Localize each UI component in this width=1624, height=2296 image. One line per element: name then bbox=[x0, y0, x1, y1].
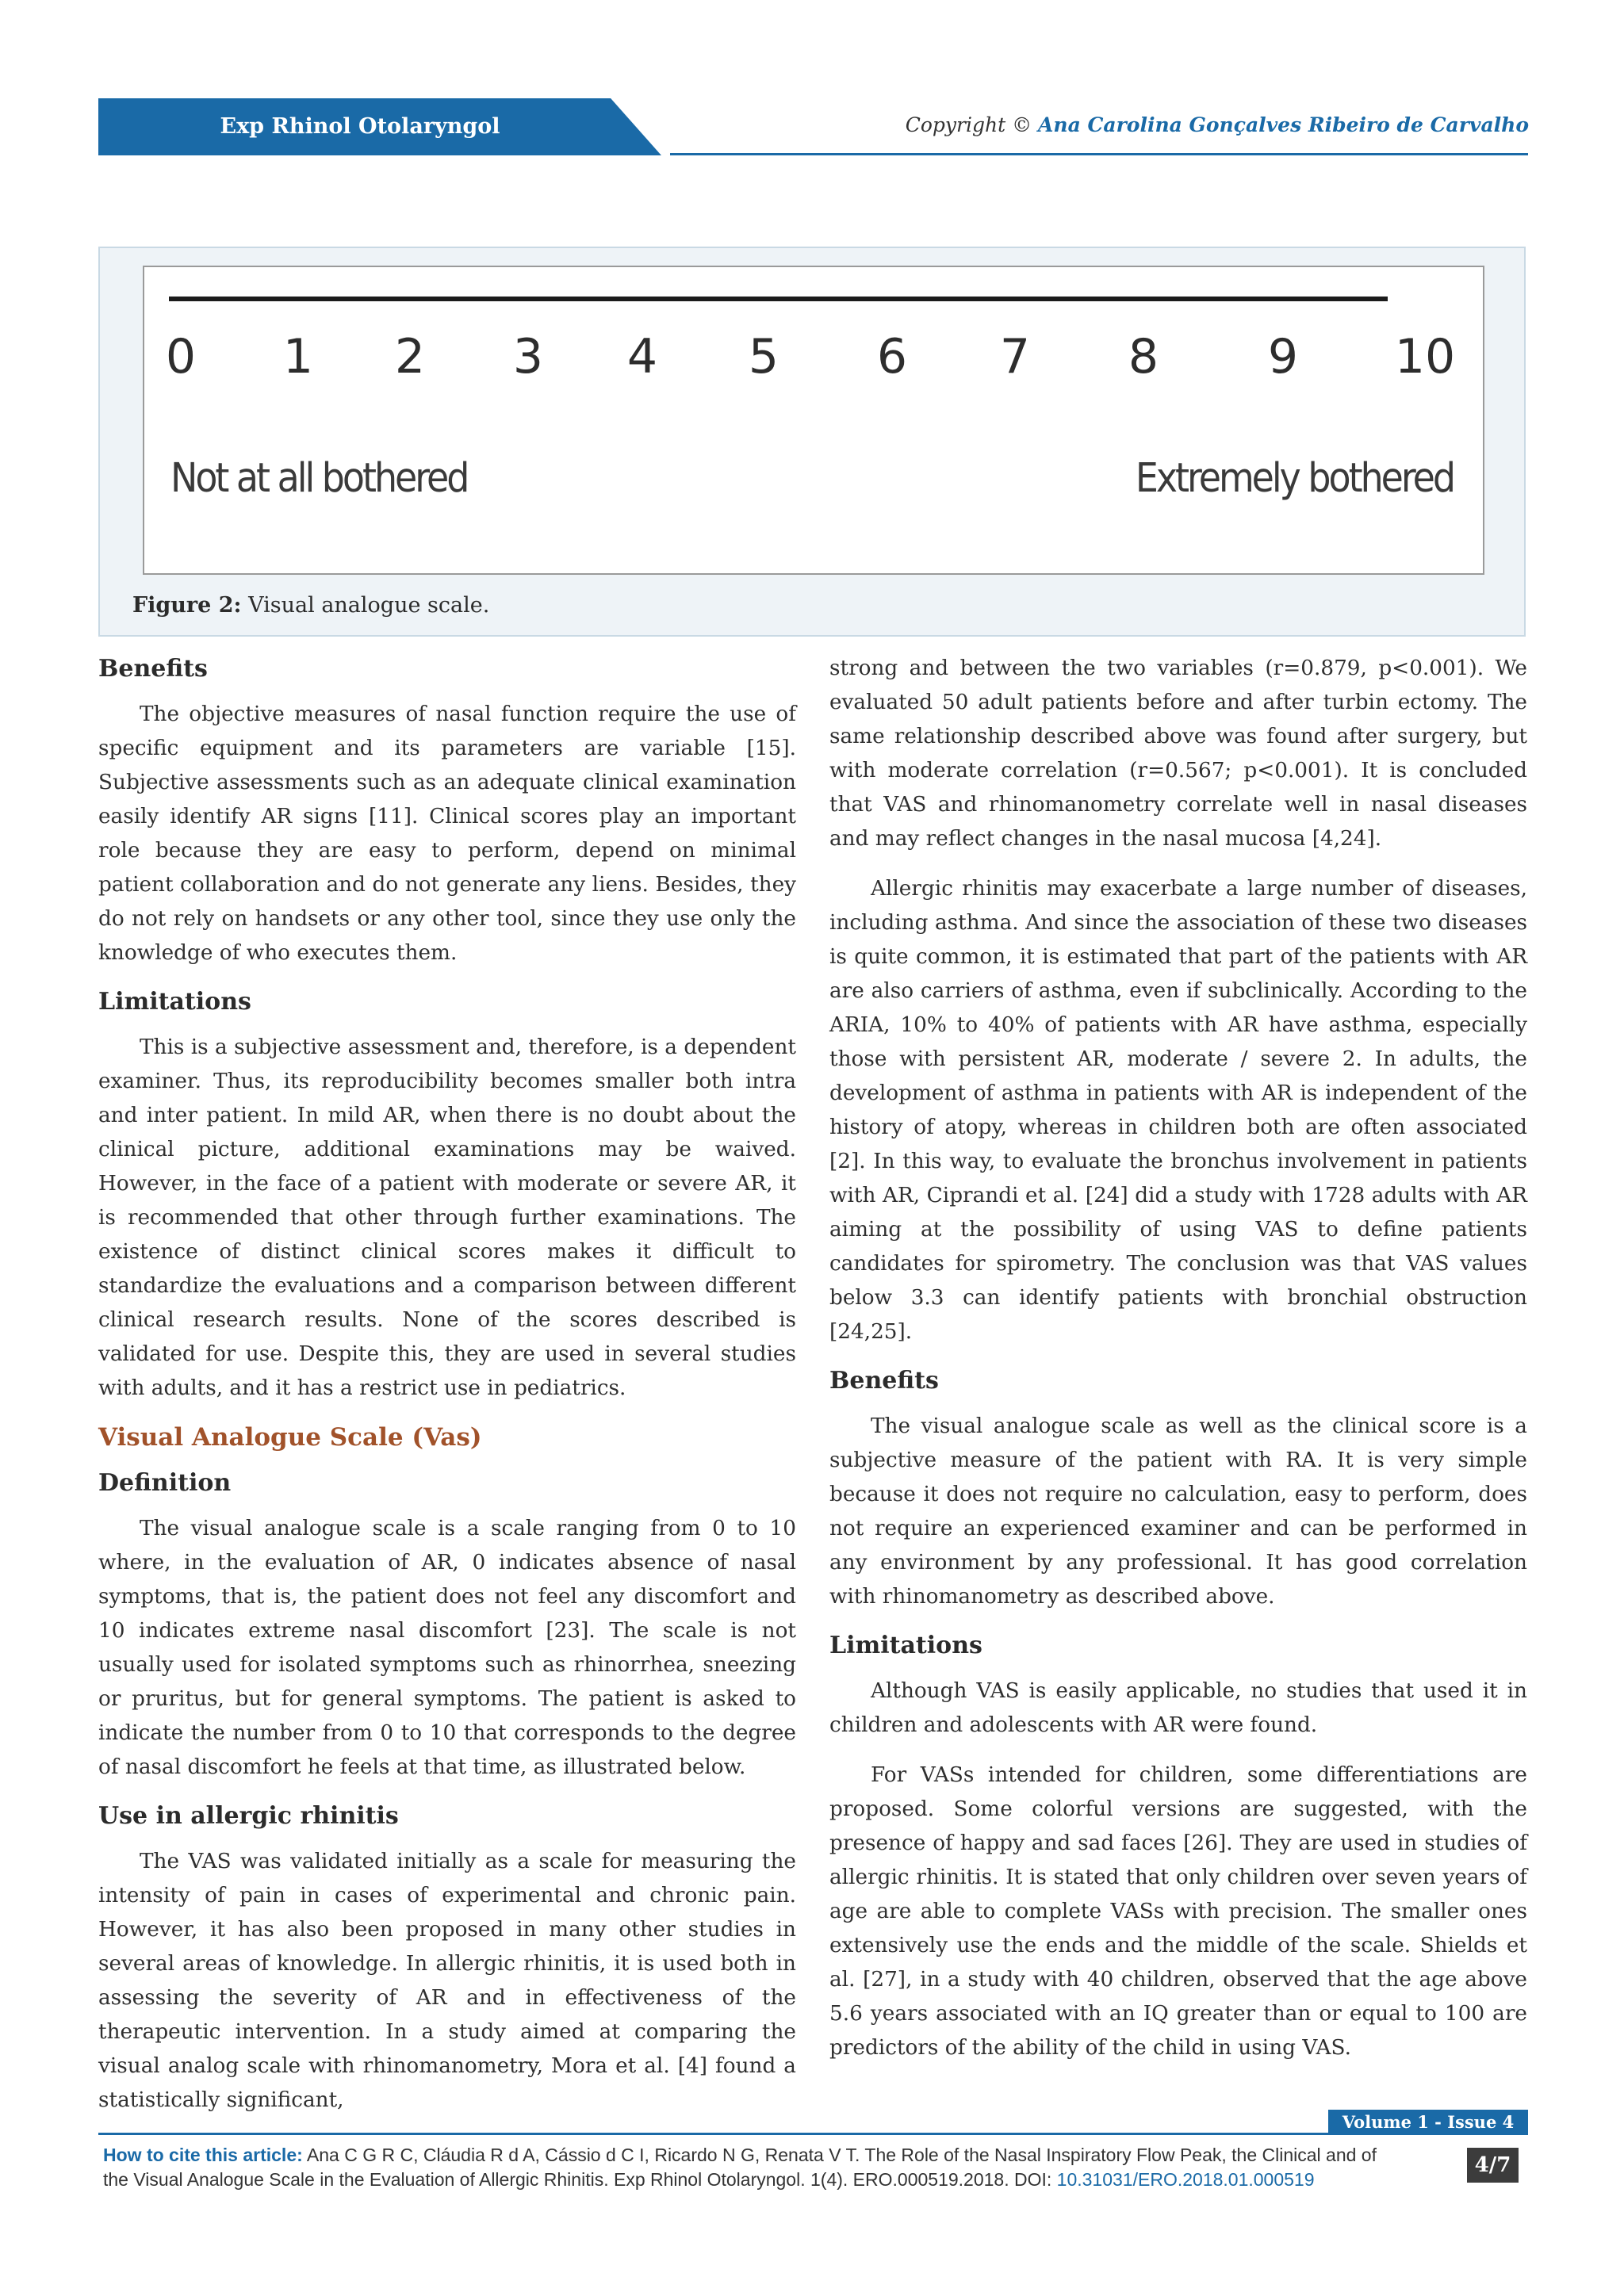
journal-title: Exp Rhinol Otolaryngol bbox=[220, 114, 500, 139]
citation bbox=[103, 2143, 1404, 2192]
use-in-allergic-rhinitis-heading: Use in allergic rhinitis bbox=[98, 1802, 399, 1830]
benefits-heading: Benefits bbox=[98, 655, 208, 683]
vas-scale-image bbox=[143, 266, 1484, 575]
benefits-heading-2: Benefits bbox=[829, 1367, 939, 1395]
vas-scale-number: 8 bbox=[1128, 329, 1159, 385]
citation-label: How to cite this article: bbox=[103, 2145, 303, 2165]
limitations-paragraph-2b: For VASs intended for children, some differentiations are proposed. Some colorful versions are suggested, with the presence of happy and sad faces [26]. They are used in studies of allergic rhinitis. It is stated that only children over seven years of age are able to complete VASs with precision. The smaller ones extensively use the ends and the middle of the scale. Shields et al. [27], in a study with 40 children, observed that the age above 5.6 years associated with an IQ greater than or equal to 100 are predictors of the ability of the child in using VAS. bbox=[829, 1763, 1527, 2060]
right-column bbox=[829, 652, 1527, 2065]
vas-anchor-left: Not at all bothered bbox=[170, 455, 468, 502]
vas-scale-number: 0 bbox=[165, 329, 197, 385]
limitations-heading: Limitations bbox=[98, 988, 251, 1016]
vas-scale-number: 5 bbox=[748, 329, 779, 385]
vas-scale-number: 10 bbox=[1394, 329, 1456, 385]
use-paragraph: The VAS was validated initially as a scale for measuring the intensity of pain in cases of experimental and chronic pain. However, it has also been proposed in many other studies in several areas of knowledge. In allergic rhinitis, it is used both in assessing the severity of AR and in effectiveness of the therapeutic intervention. In a study aimed at comparing the visual analog scale with rhinomanometry, Mora et al. [4] found a statistically significant, bbox=[98, 1850, 796, 2112]
citation-text: Ana C G R C, Cláudia R d A, Cássio d C I, Ricardo N G, Renata V T. The Role of the Nasal Inspiratory Flow Peak, the Clinical and of the Visual Analogue Scale in the Evaluation of Allergic Rhinitis. Exp Rhinol Otolaryngol. 1(4). ERO.000519.2018. DOI: bbox=[103, 2145, 1377, 2190]
limitations-paragraph-2a: Although VAS is easily applicable, no studies that used it in children and adolescents with AR were found. bbox=[829, 1679, 1527, 1737]
asthma-paragraph: Allergic rhinitis may exacerbate a large number of diseases, including asthma. And since the association of these two diseases is quite common, it is estimated that part of the patients with AR are also carriers of asthma, even if subclinically. According to the ARIA, 10% to 40% of patients with AR have asthma, especially those with persistent AR, moderate / severe 2. In adults, the development of asthma in patients with AR is independent of the history of atopy, whereas in children both are often associated [2]. In this way, to evaluate the bronchus involvement in patients with AR, Ciprandi et al. [24] did a study with 1728 adults with AR aiming at the possibility of using VAS to define patients candidates for spirometry. The conclusion was that VAS values below 3.3 can identify patients with bronchial obstruction [24,25]. bbox=[829, 877, 1527, 1344]
vas-scale-number: 4 bbox=[626, 329, 658, 385]
copyright-line bbox=[906, 113, 1529, 136]
doi-link[interactable]: 10.31031/ERO.2018.01.000519 bbox=[1056, 2169, 1315, 2190]
vas-scale-number: 1 bbox=[282, 329, 314, 385]
vas-anchor-right: Extremely bothered bbox=[1135, 455, 1454, 502]
benefits-paragraph-2: The visual analogue scale as well as the clinical score is a subjective measure of the patient with RA. It is very simple because it does not require no calculation, easy to perform, does not require an experienced examiner and can be performed in any environment by any professional. It has good correlation with rhinomanometry as described above. bbox=[829, 1414, 1527, 1609]
vas-scale-number: 9 bbox=[1267, 329, 1299, 385]
limitations-heading-2: Limitations bbox=[829, 1632, 982, 1659]
vas-scale-number: 7 bbox=[999, 329, 1031, 385]
footer-rule bbox=[98, 2133, 1528, 2135]
figure-caption-text: Visual analogue scale. bbox=[248, 593, 490, 618]
vas-scale-line bbox=[169, 297, 1388, 301]
copyright-author: Ana Carolina Gonçalves Ribeiro de Carvalho bbox=[1038, 113, 1529, 136]
vas-scale-number: 3 bbox=[512, 329, 544, 385]
page-number: 4/7 bbox=[1467, 2148, 1519, 2183]
benefits-paragraph: The objective measures of nasal function require the use of specific equipment and its parameters are variable [15]. Subjective assessments such as an adequate clinical examination easily identify AR signs [11]. Clinical scores play an important role because they are easy to perform, depend on minimal patient collaboration and do not generate any liens. Besides, they do not rely on handsets or any other tool, since they use only the knowledge of who executes them. bbox=[98, 702, 796, 965]
left-column bbox=[98, 652, 796, 2118]
vas-scale-number: 6 bbox=[876, 329, 908, 385]
vas-scale-number: 2 bbox=[394, 329, 426, 385]
volume-issue-badge: Volume 1 - Issue 4 bbox=[1328, 2110, 1528, 2134]
definition-heading: Definition bbox=[98, 1469, 232, 1497]
copyright-prefix: Copyright © bbox=[905, 113, 1032, 136]
limitations-paragraph: This is a subjective assessment and, therefore, is a dependent examiner. Thus, its reproducibility becomes smaller both intra and inter patient. In mild AR, when there is no doubt about the clinical picture, additional examinations may be waived. However, in the face of a patient with moderate or severe AR, it is recommended that other through further examinations. The existence of distinct clinical scores makes it difficult to standardize the evaluations and a comparison between different clinical research results. None of the scores described is validated for use. Despite this, they are used in several studies with adults, and it has a restrict use in pediatrics. bbox=[98, 1035, 796, 1400]
definition-paragraph: The visual analogue scale is a scale ranging from 0 to 10 where, in the evaluation of AR, 0 indicates absence of nasal symptoms, that is, the patient does not feel any discomfort and 10 indicates extreme nasal discomfort [23]. The scale is not usually used for isolated symptoms such as rhinorrhea, sneezing or pruritus, but for general symptoms. The patient is asked to indicate the number from 0 to 10 that corresponds to the degree of nasal discomfort he feels at that time, as illustrated below. bbox=[98, 1517, 796, 1779]
figure-caption-label: Figure 2: bbox=[132, 593, 242, 618]
continued-paragraph: strong and between the two variables (r=0.879, p<0.001). We evaluated 50 adult patients before and after turbin ectomy. The same relationship described above was found after surgery, but with moderate correlation (r=0.567; p<0.001). It is concluded that VAS and rhinomanometry correlate well in nasal diseases and may reflect changes in the nasal mucosa [4,24]. bbox=[829, 656, 1527, 851]
figure-caption bbox=[132, 593, 489, 618]
vas-section-heading: Visual Analogue Scale (Vas) bbox=[98, 1423, 482, 1452]
header-rule bbox=[670, 153, 1528, 155]
